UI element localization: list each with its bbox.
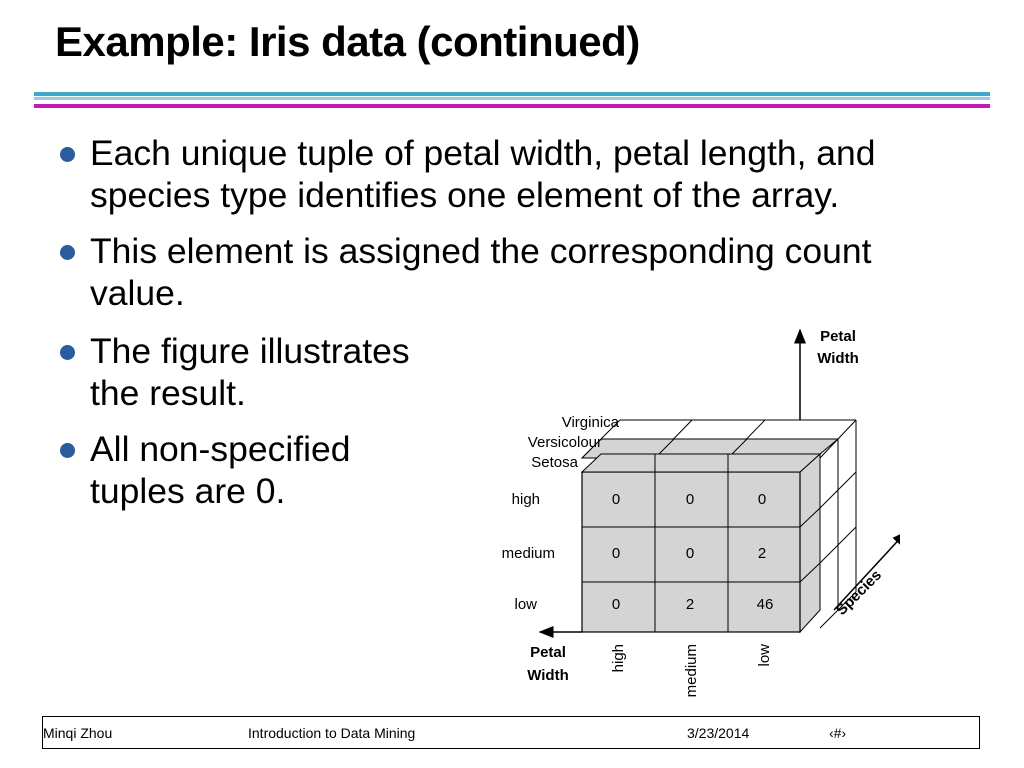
bullet-dot-icon (60, 345, 75, 360)
bullet-text-line: This element is assigned the corresponding count (90, 231, 872, 271)
iris-data-cube-figure (480, 320, 900, 710)
slide-title: Example: Iris data (continued) (55, 18, 640, 65)
cell-value: 0 (757, 491, 767, 508)
bullet-dot-icon (60, 443, 75, 458)
bullet-dot-icon (60, 245, 75, 260)
column-label: low (756, 644, 773, 667)
species-label: Setosa (531, 454, 578, 471)
cell-value: 2 (685, 596, 695, 613)
row-label: low (514, 596, 537, 613)
cell-value: 2 (757, 545, 767, 562)
cell-value: 0 (611, 491, 621, 508)
bullet-item (56, 132, 876, 216)
row-label: medium (501, 545, 555, 562)
cell-value: 0 (611, 596, 621, 613)
row-label: high (511, 491, 540, 508)
bullet-text-line: Each unique tuple of petal width, petal length, and (90, 133, 876, 173)
column-label: high (610, 644, 627, 673)
title-rule-blue (34, 92, 990, 96)
cell-value: 0 (611, 545, 621, 562)
cube-side-face (800, 454, 820, 632)
bullet-text-line: The figure illustrates (90, 331, 410, 371)
axis-title-line: Width (817, 350, 859, 367)
bullet-text-line: value. (90, 273, 185, 313)
axis-title-line: Width (527, 667, 569, 684)
cell-value: 0 (685, 545, 695, 562)
column-label: medium (683, 644, 700, 698)
bullet-dot-icon (60, 147, 75, 162)
species-label: Virginica (561, 414, 619, 431)
bullet-text-line: All non-specified (90, 429, 351, 469)
footer-page-number: ‹#› (829, 725, 847, 741)
axis-title-line: Petal (820, 328, 856, 345)
horizontal-axis-title (527, 644, 569, 684)
title-rule-lightblue (34, 97, 990, 100)
bullet-item (56, 230, 871, 314)
bullet-item (56, 428, 350, 512)
row-labels (502, 491, 555, 613)
bullet-item (56, 330, 410, 414)
title-rule-magenta (34, 104, 990, 108)
slide-footer (42, 716, 980, 749)
footer-author: Minqi Zhou (43, 725, 113, 741)
cell-value: 46 (756, 596, 774, 613)
bullet-text-line: species type identifies one element of the array. (90, 175, 840, 215)
bullet-text-line: tuples are 0. (90, 471, 286, 511)
column-labels (610, 644, 773, 698)
axis-title-line: Petal (530, 644, 566, 661)
species-label: Versicolour (527, 434, 602, 451)
footer-date: 3/23/2014 (687, 725, 750, 741)
cell-value: 0 (685, 491, 695, 508)
depth-axis-title: Species (832, 566, 885, 619)
bullet-text-line: the result. (90, 373, 246, 413)
footer-course: Introduction to Data Mining (248, 725, 416, 741)
data-cube-diagram (480, 320, 900, 710)
vertical-axis-title (817, 328, 859, 367)
